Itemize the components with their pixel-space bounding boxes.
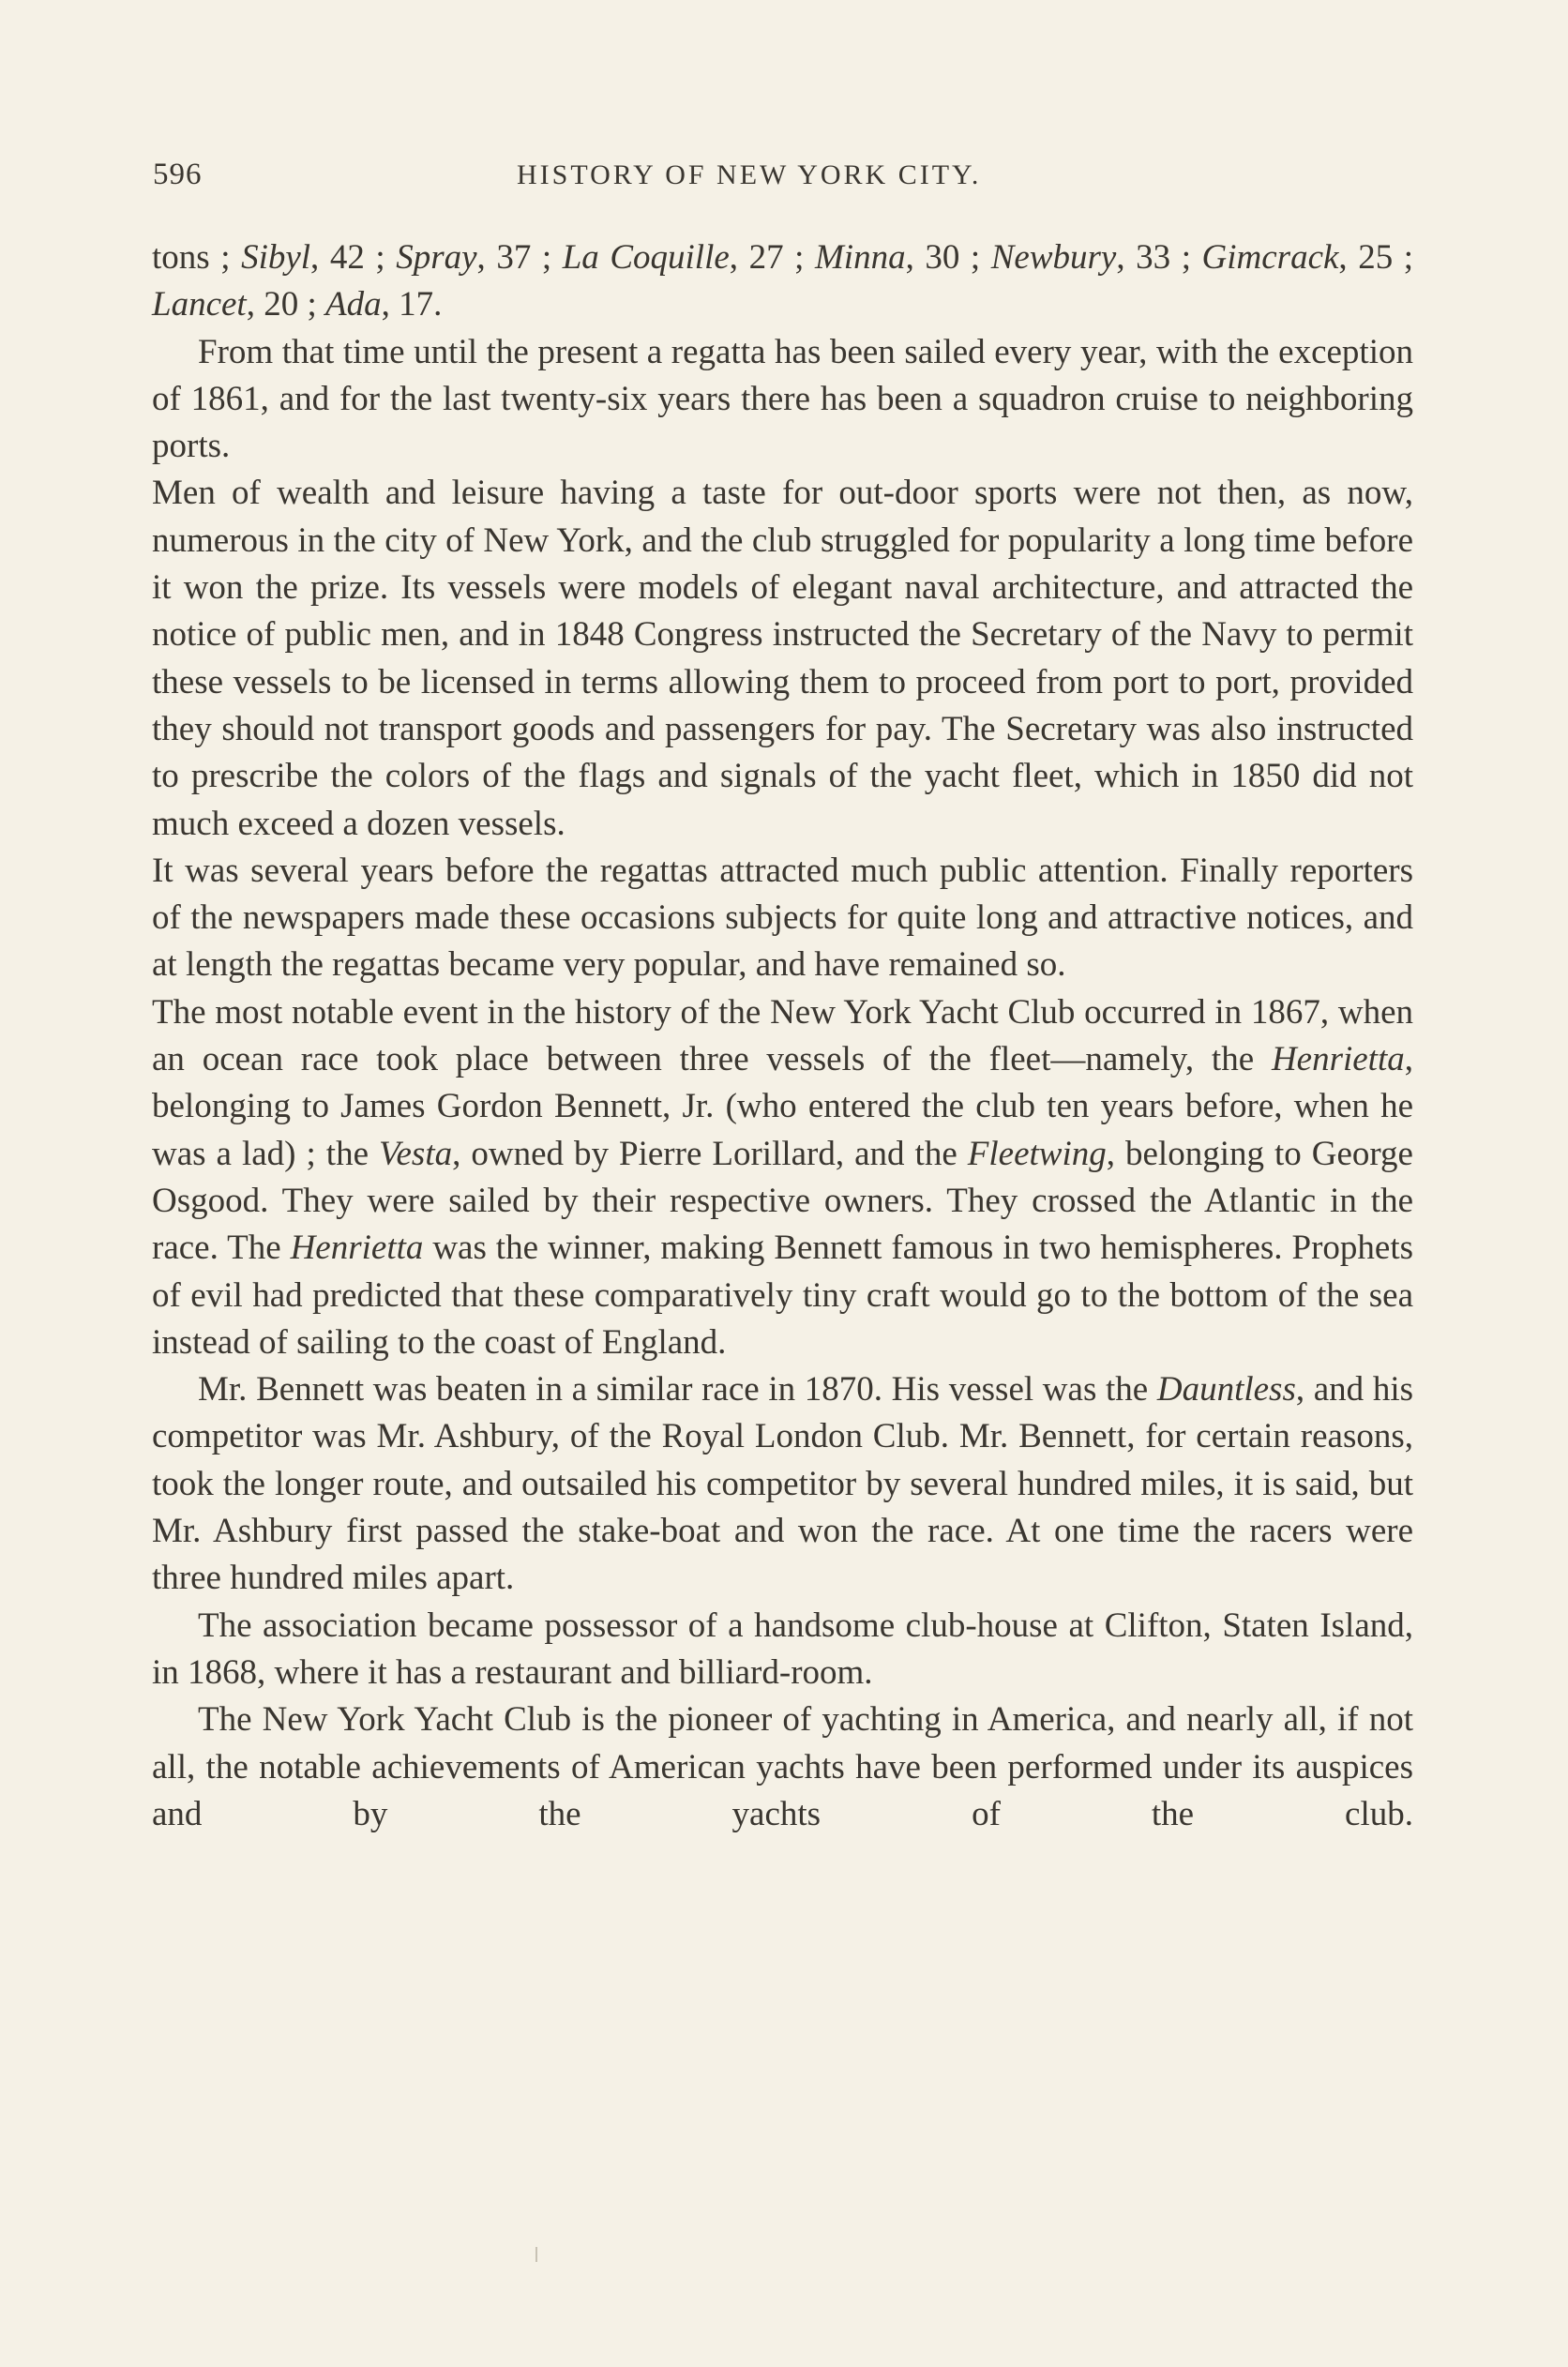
text-run: , belonging to James Gordon Bennett, Jr. (who entered the club ten years before, when he was a lad) ; the [152,1040,1413,1173]
text-run: , 27 ; [729,238,815,277]
text-run: tons ; [152,238,242,277]
italic-vessel-name: Minna [814,238,906,277]
text-run: was the winner, making Bennett famous in two hemispheres. Prophets of evil had predicted that these comparatively tiny craft would go to the bottom of the sea instead of sailing to the coast of England. [152,1229,1413,1362]
text-run: , 17. [381,285,443,324]
italic-vessel-name: Newbury [990,238,1117,277]
text-run: The most notable event in the history of the New York Yacht Club occurred in 1867, when an ocean race took place between three vessels of the fleet—namely, the [152,992,1413,1079]
text-run: , 25 ; [1338,238,1414,277]
italic-vessel-name: La Coquille [562,238,730,277]
text-run: , 37 ; [476,238,563,277]
italic-vessel-name: Spray [396,238,477,277]
italic-vessel-name: Henrietta [1271,1040,1405,1079]
text-run: Mr. Bennett was beaten in a similar race in 1870. His vessel was the [198,1370,1157,1410]
text-run: From that time until the present a regatta has been sailed every year, with the exception of 1861, and for the last twenty-six years there has been a squadron cruise to neighboring ports. [152,332,1413,466]
running-head: HISTORY OF NEW YORK CITY. [517,159,982,190]
paragraph [152,848,1413,989]
text-run: The New York Yacht Club is the pioneer of yachting in America, and nearly all, if not all, the notable achievements of American yachts have been performed under its auspices and by the yachts of the club. [152,1700,1413,1833]
italic-vessel-name: Sibyl [241,238,311,277]
paragraph [152,234,1413,329]
text-run: , 33 ; [1116,238,1202,277]
text-run: , belonging to George Osgood. They were sailed by their respective owners. They crossed the Atlantic in the race. The [152,1134,1413,1268]
italic-vessel-name: Dauntless [1156,1370,1296,1410]
text-run: , and his competitor was Mr. Ashbury, of the Royal London Club. Mr. Bennett, for certain reasons, took the longer route, and outsailed his competitor by several hundred miles, it is said, but Mr. Ashbury first passed the stake-boat and won the race. At one time the racers were three hundred miles apart. [152,1370,1413,1598]
paragraph [152,1366,1413,1602]
paragraph [152,989,1413,1366]
italic-vessel-name: Gimcrack [1201,238,1339,277]
paper-speck [535,2247,537,2262]
text-run: Men of wealth and leisure having a taste for out-door sports were not then, as now, numerous in the city of New York, and the club struggled for popularity a long time before it won the prize. Its vessels were models of elegant naval architecture, and attracted the notice of public men, and in 1848 Congress instructed the Secretary of the Navy to permit these vessels to be licensed in terms allowing them to proceed from port to port, provided they should not transport goods and passengers for pay. The Secretary was also instructed to prescribe the colors of the flags and signals of the yacht fleet, which in 1850 did not much exceed a dozen vessels. [152,474,1413,843]
text-run: , owned by Pierre Lorillard, and the [452,1134,968,1173]
text-run: , 30 ; [905,238,991,277]
text-run: It was several years before the regattas attracted much public attention. Finally reporters of the newspapers made these occasions subjects for quite long and attractive notices, and at length the regattas became very popular, and have remained so. [152,851,1413,985]
paragraph [152,470,1413,847]
italic-vessel-name: Vesta [379,1134,453,1173]
text-run: , 42 ; [310,238,397,277]
text-run: The association became possessor of a handsome club-house at Clifton, Staten Island, in 1868, where it has a restaurant and billiard-room. [152,1606,1413,1692]
italic-vessel-name: Ada [324,285,382,324]
text-run: , 20 ; [246,285,325,324]
paragraph [152,329,1413,471]
page-header [153,158,1411,199]
page-number: 596 [153,158,203,191]
body-text [152,234,1413,1838]
italic-vessel-name: Henrietta [290,1229,424,1268]
italic-vessel-name: Fleetwing [967,1134,1107,1173]
italic-vessel-name: Lancet [152,285,247,324]
paragraph [152,1696,1413,1838]
paragraph [152,1603,1413,1697]
